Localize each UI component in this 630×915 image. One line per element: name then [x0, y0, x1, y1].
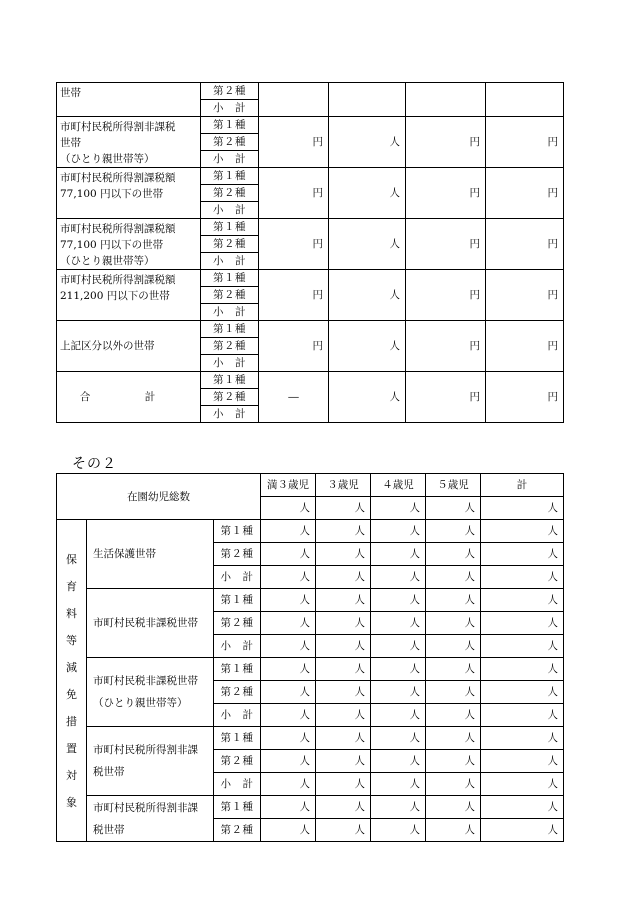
kind-subtotal: 小 計: [214, 566, 261, 589]
amount-unit: 円: [486, 321, 564, 372]
count-unit: 人: [316, 727, 371, 750]
amount-unit: 円: [259, 270, 329, 321]
kind-second: 第２種: [214, 543, 261, 566]
group-label: 市町村民税非課税世帯: [87, 589, 214, 658]
kind-subtotal: 小 計: [214, 635, 261, 658]
count-unit: 人: [329, 168, 406, 219]
count-unit: 人: [371, 658, 426, 681]
household-label: 市町村民税所得割課税額 77,100 円以下の世帯: [57, 168, 201, 219]
vertical-char: 免: [66, 687, 77, 701]
count-unit: 人: [316, 589, 371, 612]
group-label: 市町村民税非課税世帯 （ひとり親世帯等）: [87, 658, 214, 727]
count-unit: 人: [316, 681, 371, 704]
kind-second: 第２種: [201, 338, 259, 355]
kind-subtotal: 小 計: [214, 704, 261, 727]
count-unit: 人: [481, 589, 564, 612]
household-label: 市町村民税所得割課税額 77,100 円以下の世帯 （ひとり親世帯等）: [57, 219, 201, 270]
count-unit: 人: [426, 566, 481, 589]
count-unit: 人: [316, 635, 371, 658]
count-unit: 人: [371, 750, 426, 773]
kind-subtotal: 小 計: [201, 202, 259, 219]
count-unit: 人: [261, 681, 316, 704]
kind-subtotal: 小 計: [201, 151, 259, 168]
count-unit: 人: [261, 566, 316, 589]
amount-unit: 円: [486, 168, 564, 219]
amount-unit: 円: [486, 117, 564, 168]
kind-first: 第１種: [214, 796, 261, 819]
count-unit: 人: [481, 704, 564, 727]
count-unit: 人: [426, 819, 481, 842]
kind-first: 第１種: [214, 658, 261, 681]
count-unit: 人: [329, 270, 406, 321]
vertical-char: 対: [66, 768, 77, 782]
amount-unit: 円: [406, 168, 486, 219]
total-label: 合 計: [57, 372, 201, 423]
amount-unit: 円: [406, 117, 486, 168]
count-unit: 人: [371, 819, 426, 842]
kind-subtotal: 小 計: [201, 304, 259, 321]
section-title: その２: [72, 456, 117, 472]
count-unit: 人: [481, 773, 564, 796]
count-unit: 人: [371, 773, 426, 796]
amount-unit: 円: [406, 219, 486, 270]
vertical-category-label: [57, 520, 87, 842]
vertical-char: 象: [66, 795, 77, 809]
group-label: 生活保護世帯: [87, 520, 214, 589]
count-unit: 人: [316, 658, 371, 681]
count-unit: 人: [261, 543, 316, 566]
count-unit: 人: [481, 520, 564, 543]
count-unit: 人: [316, 612, 371, 635]
count-cell: [329, 83, 406, 117]
count-unit: 人: [371, 612, 426, 635]
kind-first: 第１種: [201, 117, 259, 134]
vertical-char: 保: [66, 552, 77, 566]
count-unit: 人: [371, 566, 426, 589]
kind-second: 第２種: [214, 612, 261, 635]
count-unit: 人: [261, 497, 316, 520]
count-unit: 人: [426, 520, 481, 543]
household-label: 市町村民税所得割非課税 世帯 （ひとり親世帯等）: [57, 117, 201, 168]
amount-unit: 円: [259, 117, 329, 168]
kind-subtotal: 小 計: [214, 773, 261, 796]
vertical-char: 料: [66, 606, 77, 620]
column-header: ５歳児: [426, 474, 481, 497]
count-unit: 人: [261, 773, 316, 796]
count-unit: 人: [481, 543, 564, 566]
count-unit: 人: [371, 497, 426, 520]
group-label: 市町村民税所得割非課 税世帯: [87, 727, 214, 796]
count-unit: 人: [371, 704, 426, 727]
count-unit: 人: [329, 321, 406, 372]
count-unit: 人: [329, 372, 406, 423]
count-unit: 人: [261, 520, 316, 543]
amount-unit: 円: [486, 219, 564, 270]
amount-unit: 円: [259, 168, 329, 219]
column-header: ４歳児: [371, 474, 426, 497]
count-unit: 人: [426, 681, 481, 704]
kind-first: 第１種: [201, 168, 259, 185]
count-unit: 人: [316, 704, 371, 727]
count-unit: 人: [371, 543, 426, 566]
kind-first: 第１種: [214, 589, 261, 612]
kind-second: 第２種: [214, 681, 261, 704]
kind-first: 第１種: [201, 270, 259, 287]
count-unit: 人: [481, 612, 564, 635]
count-unit: 人: [371, 796, 426, 819]
kind-first: 第１種: [201, 219, 259, 236]
count-unit: 人: [316, 520, 371, 543]
kind-first: 第１種: [201, 372, 259, 389]
count-unit: 人: [426, 543, 481, 566]
amount-unit: 円: [406, 270, 486, 321]
amount-unit: 円: [259, 219, 329, 270]
count-unit: 人: [261, 796, 316, 819]
count-unit: 人: [261, 635, 316, 658]
kind-subtotal: 小 計: [201, 406, 259, 423]
count-unit: 人: [426, 635, 481, 658]
count-unit: 人: [261, 589, 316, 612]
kind-second: 第２種: [201, 389, 259, 406]
count-unit: 人: [371, 681, 426, 704]
amount-cell: [259, 83, 329, 117]
vertical-char: 育: [66, 579, 77, 593]
vertical-char: 等: [66, 633, 77, 647]
count-unit: 人: [426, 658, 481, 681]
count-unit: 人: [261, 819, 316, 842]
kind-first: 第１種: [214, 727, 261, 750]
column-header: 計: [481, 474, 564, 497]
count-unit: 人: [329, 117, 406, 168]
count-unit: 人: [481, 658, 564, 681]
count-unit: 人: [261, 727, 316, 750]
kind-subtotal: 小 計: [201, 253, 259, 270]
count-unit: 人: [426, 773, 481, 796]
count-unit: 人: [481, 750, 564, 773]
count-unit: 人: [261, 612, 316, 635]
count-unit: 人: [316, 819, 371, 842]
kind-subtotal: 小 計: [201, 100, 259, 117]
kind-second: 第２種: [214, 819, 261, 842]
count-unit: 人: [481, 497, 564, 520]
column-header: 満３歳児: [261, 474, 316, 497]
group-label: 市町村民税所得割非課 税世帯: [87, 796, 214, 842]
kind-second: 第２種: [201, 134, 259, 151]
kind-second: 第２種: [201, 236, 259, 253]
count-unit: 人: [371, 589, 426, 612]
count-unit: 人: [329, 219, 406, 270]
count-unit: 人: [371, 727, 426, 750]
kind-first: 第１種: [214, 520, 261, 543]
amount-unit: 円: [259, 321, 329, 372]
count-unit: 人: [426, 796, 481, 819]
count-unit: 人: [316, 796, 371, 819]
count-unit: 人: [426, 704, 481, 727]
count-unit: 人: [261, 750, 316, 773]
count-unit: 人: [426, 497, 481, 520]
count-unit: 人: [481, 635, 564, 658]
amount-cell: [406, 83, 486, 117]
count-unit: 人: [316, 497, 371, 520]
count-unit: 人: [261, 704, 316, 727]
count-unit: 人: [481, 566, 564, 589]
kind-first: 第１種: [201, 321, 259, 338]
count-unit: 人: [481, 727, 564, 750]
count-unit: 人: [481, 819, 564, 842]
header-label: 在園幼児総数: [57, 474, 261, 520]
dash-cell: ―: [259, 372, 329, 423]
kind-second: 第２種: [214, 750, 261, 773]
count-unit: 人: [371, 635, 426, 658]
vertical-char: 減: [66, 660, 77, 674]
count-unit: 人: [426, 750, 481, 773]
summary-table-2: [56, 473, 564, 842]
count-unit: 人: [426, 612, 481, 635]
count-unit: 人: [426, 589, 481, 612]
summary-table-1: [56, 82, 564, 423]
amount-cell: [486, 83, 564, 117]
household-label: 市町村民税所得割課税額 211,200 円以下の世帯: [57, 270, 201, 321]
count-unit: 人: [316, 773, 371, 796]
count-unit: 人: [261, 658, 316, 681]
household-label: 上記区分以外の世帯: [57, 321, 201, 372]
kind-subtotal: 小 計: [201, 355, 259, 372]
count-unit: 人: [481, 681, 564, 704]
household-label: 世帯: [57, 83, 201, 117]
vertical-char: 置: [66, 741, 77, 755]
count-unit: 人: [426, 727, 481, 750]
kind-second: 第２種: [201, 185, 259, 202]
count-unit: 人: [316, 543, 371, 566]
column-header: ３歳児: [316, 474, 371, 497]
count-unit: 人: [316, 750, 371, 773]
amount-unit: 円: [486, 372, 564, 423]
amount-unit: 円: [406, 321, 486, 372]
vertical-char: 措: [66, 714, 77, 728]
amount-unit: 円: [486, 270, 564, 321]
kind-second: 第２種: [201, 83, 259, 100]
count-unit: 人: [316, 566, 371, 589]
count-unit: 人: [481, 796, 564, 819]
kind-second: 第２種: [201, 287, 259, 304]
amount-unit: 円: [406, 372, 486, 423]
count-unit: 人: [371, 520, 426, 543]
